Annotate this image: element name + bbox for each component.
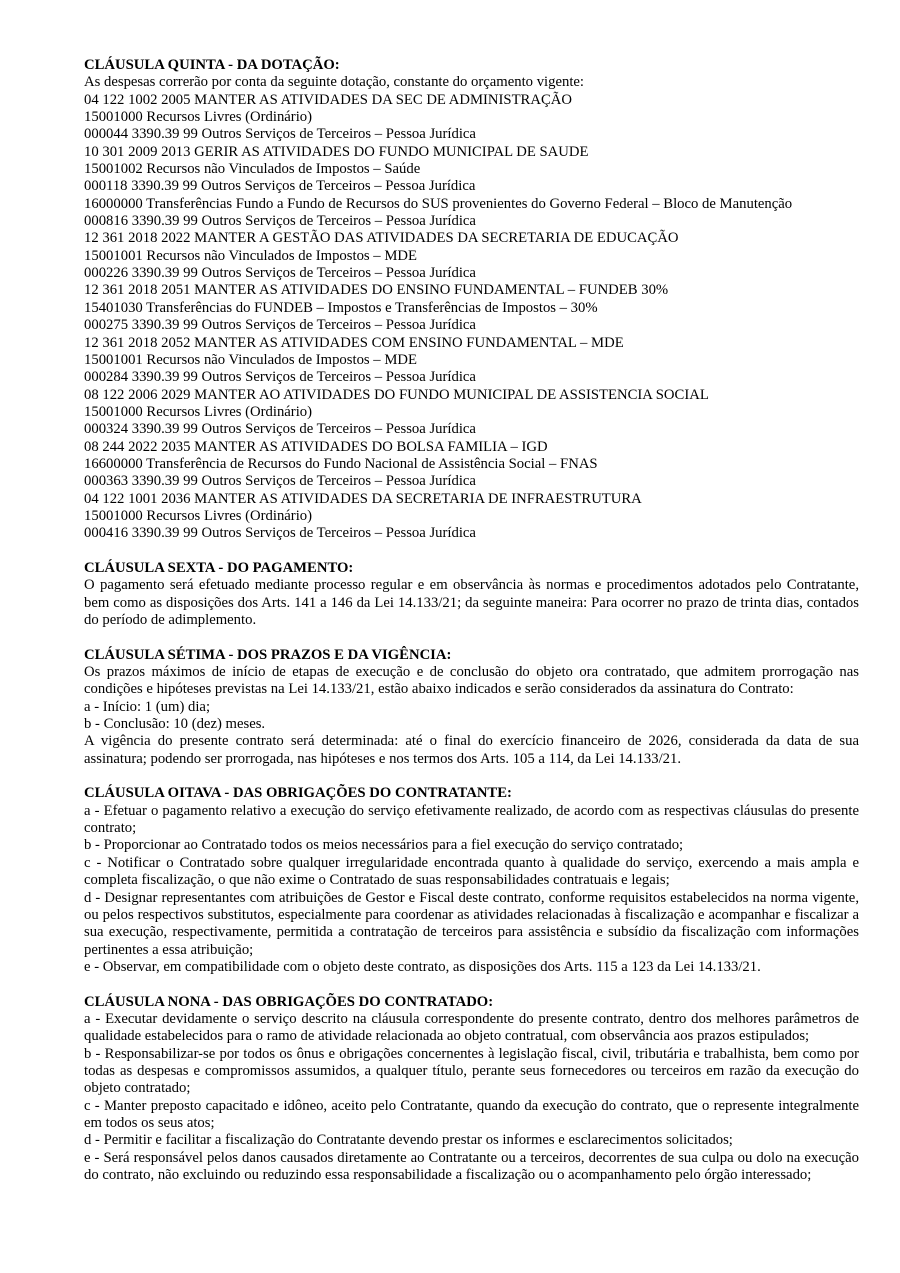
- clause-paragraph: d - Designar representantes com atribuições de Gestor e Fiscal deste contrato, conforme requisitos estabelecidos na norma vigente, ou pelos respectivos substitutos, especialmente para coordenar as atividades relacionadas à fiscalização e acompanhar e fiscalizar a sua execução, respectivamente, permitida a contratação de terceiros para assistência e subsídio da fiscalização com informações pertinentes a essa atribuição;: [84, 889, 859, 958]
- clause-paragraph: e - Observar, em compatibilidade com o objeto deste contrato, as disposições dos Arts. 115 a 123 da Lei 14.133/21.: [84, 958, 761, 975]
- clause-paragraph: 15401030 Transferências do FUNDEB – Impostos e Transferências de Impostos – 30%: [84, 299, 598, 316]
- clause-paragraph: 04 122 1002 2005 MANTER AS ATIVIDADES DA SEC DE ADMINISTRAÇÃO: [84, 91, 572, 108]
- clause-paragraph: c - Manter preposto capacitado e idôneo, aceito pelo Contratante, quando da execução do contrato, que o represente integralmente em todos os seus atos;: [84, 1097, 859, 1131]
- clause-paragraph: 10 301 2009 2013 GERIR AS ATIVIDADES DO FUNDO MUNICIPAL DE SAUDE: [84, 143, 589, 160]
- clause-paragraph: 12 361 2018 2051 MANTER AS ATIVIDADES DO ENSINO FUNDAMENTAL – FUNDEB 30%: [84, 282, 669, 299]
- clause-paragraph: O pagamento será efetuado mediante processo regular e em observância às normas e procedimentos adotados pelo Contratante, bem como as disposições dos Arts. 141 a 146 da Lei 14.133/21; da seguinte maneira: Para ocorrer no prazo de trinta dias, contados do período de adimplemento.: [84, 577, 859, 628]
- clause-paragraph: Os prazos máximos de início de etapas de execução e de conclusão do objeto ora contratado, que admitem prorrogação nas condições e hipóteses previstas na Lei 14.133/21, estão abaixo indicados e serão considerados da assinatura do Contrato:: [84, 664, 859, 698]
- clause-paragraph: 000284 3390.39 99 Outros Serviços de Terceiros – Pessoa Jurídica: [84, 369, 476, 386]
- clause-paragraph: 16000000 Transferências Fundo a Fundo de Recursos do SUS provenientes do Governo Federal – Bloco de Manutenção: [84, 195, 793, 212]
- clause-paragraph: a - Início: 1 (um) dia;: [84, 698, 211, 715]
- section-clausula-sexta-do-pagamento: [84, 560, 859, 629]
- clause-heading: CLÁUSULA NONA - DAS OBRIGAÇÕES DO CONTRATADO:: [84, 993, 494, 1010]
- section-clausula-oitava-das-obrigacoes-do-contratante: [84, 785, 859, 976]
- clause-paragraph: b - Responsabilizar-se por todos os ônus e obrigações concernentes à legislação fiscal, civil, tributária e trabalhista, bem como por todas as despesas e compromissos assumidos, a qualquer título, perante seus fornecedores ou terceiros em razão da execução do objeto contratado;: [84, 1045, 859, 1097]
- clause-paragraph: 15001000 Recursos Livres (Ordinário): [84, 109, 313, 126]
- clause-paragraph: b - Conclusão: 10 (dez) meses.: [84, 716, 266, 733]
- clause-paragraph: 15001002 Recursos não Vinculados de Impostos – Saúde: [84, 161, 421, 178]
- clause-paragraph: e - Será responsável pelos danos causados diretamente ao Contratante ou a terceiros, decorrentes de sua culpa ou dolo na execução do contrato, não excluindo ou reduzindo essa responsabilidade a fiscalização ou o acompanhamento pelo órgão interessado;: [84, 1149, 859, 1183]
- clause-paragraph: 15001001 Recursos não Vinculados de Impostos – MDE: [84, 247, 417, 264]
- clause-paragraph: 16600000 Transferência de Recursos do Fundo Nacional de Assistência Social – FNAS: [84, 455, 598, 472]
- clause-heading: CLÁUSULA SEXTA - DO PAGAMENTO:: [84, 559, 354, 576]
- clause-paragraph: 000363 3390.39 99 Outros Serviços de Terceiros – Pessoa Jurídica: [84, 473, 476, 490]
- clause-paragraph: 000324 3390.39 99 Outros Serviços de Terceiros – Pessoa Jurídica: [84, 421, 476, 438]
- section-clausula-nona-das-obrigacoes-do-contratado: [84, 994, 859, 1185]
- clause-paragraph: 12 361 2018 2052 MANTER AS ATIVIDADES COM ENSINO FUNDAMENTAL – MDE: [84, 334, 624, 351]
- clause-paragraph: 000816 3390.39 99 Outros Serviços de Terceiros – Pessoa Jurídica: [84, 213, 476, 230]
- clause-paragraph: b - Proporcionar ao Contratado todos os meios necessários para a fiel execução do serviço contratado;: [84, 837, 684, 854]
- clause-paragraph: 08 122 2006 2029 MANTER AO ATIVIDADES DO FUNDO MUNICIPAL DE ASSISTENCIA SOCIAL: [84, 386, 709, 403]
- clause-paragraph: A vigência do presente contrato será determinada: até o final do exercício financeiro de 2026, considerada da data de sua assinatura; podendo ser prorrogada, nas hipóteses e nos termos dos Arts. 105 a 114, da Lei 14.133/21.: [84, 733, 859, 767]
- clause-heading: CLÁUSULA OITAVA - DAS OBRIGAÇÕES DO CONTRATANTE:: [84, 785, 512, 802]
- clause-paragraph: a - Executar devidamente o serviço descrito na cláusula correspondente do presente contrato, dentro dos melhores parâmetros de qualidade estabelecidos para o ramo de atividade relacionada ao objeto contratual, com observância aos prazos estipulados;: [84, 1010, 859, 1045]
- clause-paragraph: 000275 3390.39 99 Outros Serviços de Terceiros – Pessoa Jurídica: [84, 317, 476, 334]
- clause-paragraph: 000118 3390.39 99 Outros Serviços de Terceiros – Pessoa Jurídica: [84, 178, 476, 195]
- clause-paragraph: 000226 3390.39 99 Outros Serviços de Terceiros – Pessoa Jurídica: [84, 265, 476, 282]
- section-clausula-quinta-da-dotacao: [84, 57, 859, 543]
- clause-paragraph: 000416 3390.39 99 Outros Serviços de Terceiros – Pessoa Jurídica: [84, 525, 476, 542]
- clause-heading: CLÁUSULA QUINTA - DA DOTAÇÃO:: [84, 57, 340, 73]
- clause-paragraph: a - Efetuar o pagamento relativo a execução do serviço efetivamente realizado, de acordo com as respectivas cláusulas do presente contrato;: [84, 802, 859, 837]
- clause-paragraph: As despesas correrão por conta da seguinte dotação, constante do orçamento vigente:: [84, 74, 585, 91]
- section-clausula-setima-dos-prazos-e-da-vigencia: [84, 647, 859, 768]
- clause-paragraph: 000044 3390.39 99 Outros Serviços de Terceiros – Pessoa Jurídica: [84, 126, 476, 143]
- clause-paragraph: 12 361 2018 2022 MANTER A GESTÃO DAS ATIVIDADES DA SECRETARIA DE EDUCAÇÃO: [84, 230, 679, 247]
- clause-paragraph: 04 122 1001 2036 MANTER AS ATIVIDADES DA SECRETARIA DE INFRAESTRUTURA: [84, 490, 642, 507]
- clause-paragraph: c - Notificar o Contratado sobre qualquer irregularidade encontrada quanto à qualidade do serviço, exercendo a mais ampla e completa fiscalização, o que não exime o Contratado de suas responsabilidades contratuais e legais;: [84, 854, 859, 889]
- clause-paragraph: 15001001 Recursos não Vinculados de Impostos – MDE: [84, 351, 417, 368]
- clause-heading: CLÁUSULA SÉTIMA - DOS PRAZOS E DA VIGÊNCIA:: [84, 646, 452, 663]
- clause-paragraph: 08 244 2022 2035 MANTER AS ATIVIDADES DO BOLSA FAMILIA – IGD: [84, 438, 548, 455]
- clause-paragraph: 15001000 Recursos Livres (Ordinário): [84, 507, 313, 524]
- clause-paragraph: 15001000 Recursos Livres (Ordinário): [84, 403, 313, 420]
- clause-paragraph: d - Permitir e facilitar a fiscalização do Contratante devendo prestar os informes e esclarecimentos solicitados;: [84, 1132, 733, 1149]
